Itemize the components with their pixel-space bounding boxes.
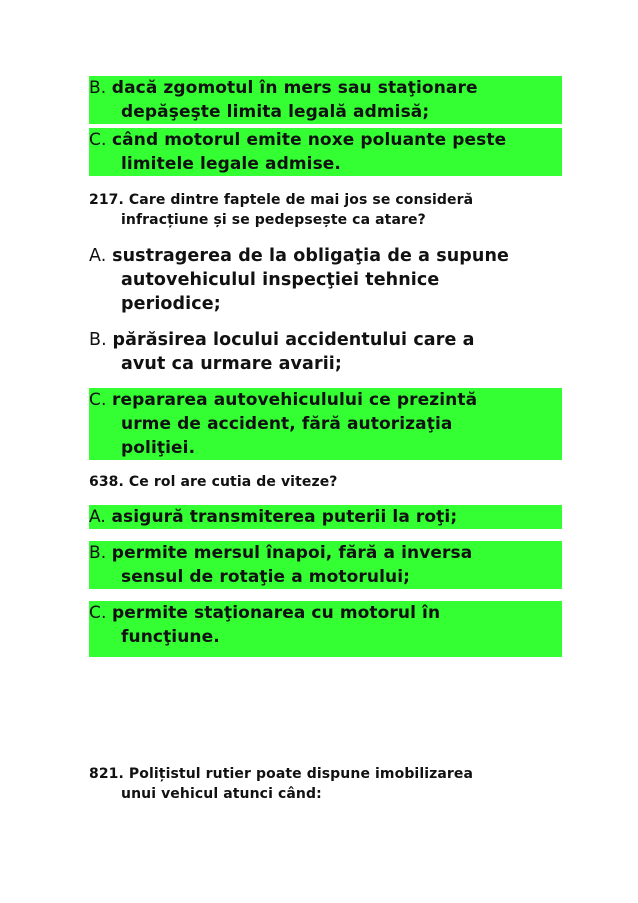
answer-line: sensul de rotaţie a motorului;	[121, 567, 411, 587]
answer-line: depăşeşte limita legală admisă;	[121, 102, 430, 122]
answer-c-repair	[89, 388, 562, 460]
question-line: 217. Care dintre faptele de mai jos se consideră	[89, 192, 474, 208]
question-line: unui vehicul atunci când:	[121, 786, 322, 802]
question-821	[89, 764, 562, 804]
answer-b-leaving-scene	[89, 328, 562, 376]
answer-line: avut ca urmare avarii;	[121, 354, 342, 374]
answer-line: B. părăsirea locului accidentului care a	[89, 330, 475, 350]
answer-line: C. repararea autovehiculului ce prezintă	[89, 390, 478, 410]
answer-a-transmission	[89, 505, 562, 529]
question-line: 821. Polițistul rutier poate dispune imobilizarea	[89, 766, 474, 782]
question-638	[89, 472, 562, 492]
answer-line: autovehiculul inspecţiei tehnice	[121, 270, 440, 290]
question-line: 638. Ce rol are cutia de viteze?	[89, 474, 338, 490]
answer-letter: C.	[89, 390, 107, 410]
answer-line: A. asigură transmiterea puterii la roţi;	[89, 507, 458, 527]
answer-letter: C.	[89, 130, 107, 150]
question-217	[89, 190, 562, 230]
answer-line: limitele legale admise.	[121, 154, 341, 174]
answer-line: funcţiune.	[121, 627, 220, 647]
answer-line: C. permite staţionarea cu motorul în	[89, 603, 441, 623]
answer-b-noise	[89, 76, 562, 124]
answer-letter: A.	[89, 246, 107, 266]
answer-line: poliţiei.	[121, 438, 196, 458]
answer-line: C. când motorul emite noxe poluante peste	[89, 130, 507, 150]
answer-line: periodice;	[121, 294, 221, 314]
answer-c-idle	[89, 601, 562, 657]
answer-a-inspection	[89, 244, 562, 316]
answer-c-emissions	[89, 128, 562, 176]
question-line: infracțiune și se pedepsește ca atare?	[121, 212, 426, 228]
answer-letter: B.	[89, 78, 107, 98]
answer-line: urme de accident, fără autorizaţia	[121, 414, 453, 434]
answer-line: B. dacă zgomotul în mers sau staţionare	[89, 78, 478, 98]
answer-letter: B.	[89, 543, 107, 563]
answer-b-reverse	[89, 541, 562, 589]
answer-letter: A.	[89, 507, 106, 527]
answer-letter: B.	[89, 330, 107, 350]
answer-spacer	[89, 649, 562, 657]
answer-line: A. sustragerea de la obligaţia de a supune	[89, 246, 510, 266]
answer-line: B. permite mersul înapoi, fără a inversa	[89, 543, 473, 563]
answer-letter: C.	[89, 603, 107, 623]
